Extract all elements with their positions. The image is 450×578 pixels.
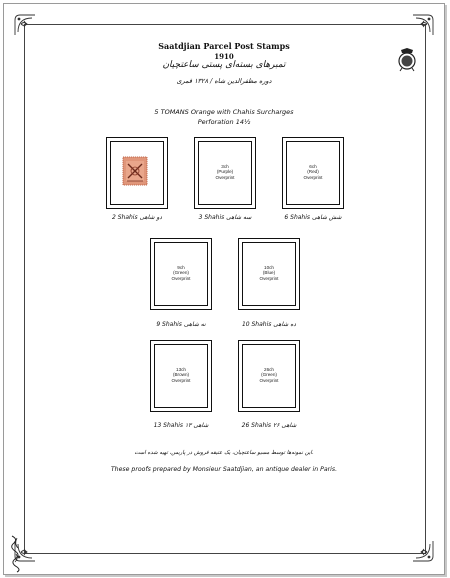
page-inner-border xyxy=(24,24,426,554)
stamp-caption: 9 Shahis نه شاهی xyxy=(156,321,206,328)
persian-note: این نمونه‌ها توسط مسیو ساعتچیان، یک عتیقه فروش در پاریس، تهیه شده است. xyxy=(134,450,314,456)
corner-ornament-icon xyxy=(14,14,36,36)
stamp-placeholder-text: 9ch (Green) Overprint xyxy=(171,265,191,281)
stamp-placeholder-text: 10ch (Blue) Overprint xyxy=(259,265,279,281)
stamp-caption: 2 Shahis دو شاهی xyxy=(111,214,163,221)
stamp-placeholder-text: 13ch (Brown) Overprint xyxy=(171,367,191,383)
page-title: Saatdjian Parcel Post Stamps xyxy=(158,41,290,51)
stamp-caption: 10 Shahis ده شاهی xyxy=(241,321,297,328)
stamp-placeholder-text: 6ch (Red) Overprint xyxy=(303,164,323,180)
stamp-slot-3-shahis xyxy=(194,137,256,209)
stamp-caption: 26 Shahis ۲۶ شاهی xyxy=(241,422,297,429)
english-note: These proofs prepared by Monsieur Saatdjian, an antique dealer in Paris. xyxy=(110,466,338,473)
stamp-slot-6-shahis xyxy=(282,137,344,209)
stamp-placeholder-text: 3ch (Purple) Overprint xyxy=(215,164,235,180)
stamp-slot-2-shahis xyxy=(106,137,168,209)
corner-ornament-icon xyxy=(412,14,434,36)
stamp-slot-26-shahis xyxy=(238,340,300,412)
signature-icon xyxy=(8,534,22,574)
stamp-slot-10-shahis xyxy=(238,238,300,310)
page-year: 1910 xyxy=(214,52,234,61)
stamp-slot-13-shahis xyxy=(150,340,212,412)
stamp-caption: 13 Shahis ۱۳ شاهی xyxy=(153,422,209,429)
corner-ornament-icon xyxy=(412,540,434,562)
stamp-placeholder-text: 26ch (Green) Overprint xyxy=(259,367,279,383)
perforation-heading: Perforation 14½ xyxy=(197,118,251,126)
series-heading: 5 TOMANS Orange with Chahis Surcharges xyxy=(154,108,294,116)
stamp-caption: 3 Shahis سه شاهی xyxy=(198,214,252,221)
persian-subtitle: دوره مظفرالدین شاه / ۱۳۲۸ قمری xyxy=(176,77,272,85)
stamp-caption: 6 Shahis شش شاهی xyxy=(284,214,342,221)
persian-title: تمبرهای بسته‌ای پستی ساعتچیان xyxy=(162,60,286,70)
stamp-image xyxy=(122,156,148,186)
stamp-slot-9-shahis xyxy=(150,238,212,310)
page-frame xyxy=(3,3,445,575)
